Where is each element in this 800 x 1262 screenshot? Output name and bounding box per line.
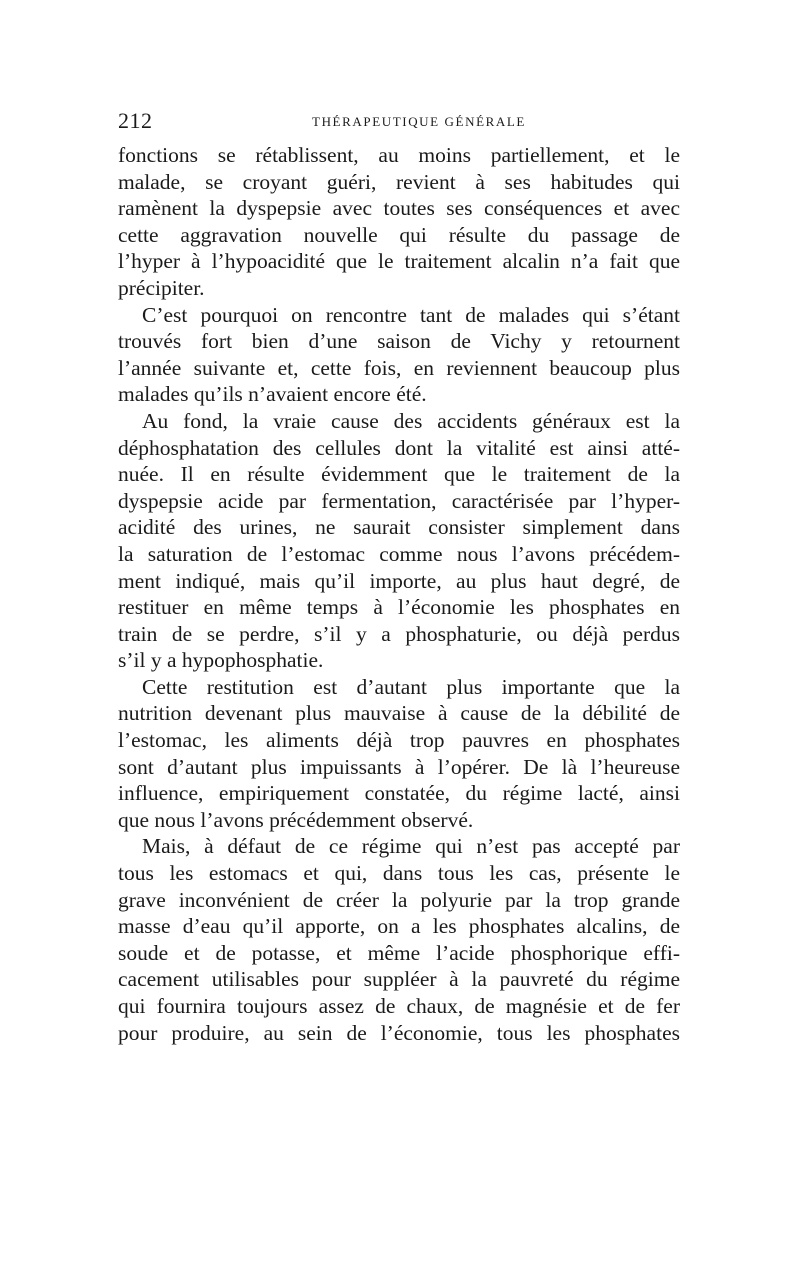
text-line: grave inconvénient de créer la polyurie par la trop grande — [118, 887, 680, 912]
text-line: nutrition devenant plus mauvaise à cause de la débilité de — [118, 701, 680, 726]
paragraph — [118, 833, 680, 1046]
text-line: pour produire, au sein de l’économie, tous les phosphates — [118, 1020, 680, 1045]
text-line: cette aggravation nouvelle qui résulte du passage de — [118, 222, 680, 247]
paragraph — [118, 674, 680, 834]
text-line: malades qu’ils n’avaient encore été. — [118, 382, 427, 407]
text-line: la saturation de l’estomac comme nous l’avons précédem- — [118, 541, 680, 566]
text-line: cacement utilisables pour suppléer à la pauvreté du régime — [118, 967, 680, 992]
text-line: ramènent la dyspepsie avec toutes ses conséquences et avec — [118, 196, 680, 221]
text-line: qui fournira toujours assez de chaux, de magnésie et de fer — [118, 994, 680, 1018]
paragraph — [118, 408, 680, 674]
text-line: que nous l’avons précédemment observé. — [118, 807, 474, 832]
text-line: fonctions se rétablissent, au moins partiellement, et le — [118, 143, 680, 167]
text-line: soude et de potasse, et même l’acide phosphorique effi- — [118, 940, 680, 965]
text-line: dyspepsie acide par fermentation, caractérisée par l’hyper- — [118, 488, 680, 513]
text-line: C’est pourquoi on rencontre tant de malades qui s’étant — [142, 302, 680, 327]
running-title: THÉRAPEUTIQUE GÉNÉRALE — [312, 114, 526, 129]
text-line: masse d’eau qu’il apporte, on a les phosphates alcalins, de — [118, 914, 680, 939]
text-line: Cette restitution est d’autant plus importante que la — [142, 674, 680, 699]
page-number: 212 — [118, 108, 153, 133]
text-line: Au fond, la vraie cause des accidents généraux est la — [142, 408, 680, 433]
text-line: malade, se croyant guéri, revient à ses habitudes qui — [118, 169, 680, 194]
text-line: sont d’autant plus impuissants à l’opérer. De là l’heureuse — [118, 754, 680, 779]
book-page — [118, 108, 680, 1046]
paragraph — [118, 142, 680, 302]
body-text — [118, 142, 680, 1046]
text-line: train de se perdre, s’il y a phosphaturie, ou déjà perdus — [118, 621, 680, 646]
text-line: l’année suivante et, cette fois, en reviennent beaucoup plus — [118, 355, 680, 380]
text-line: trouvés fort bien d’une saison de Vichy y retournent — [118, 329, 680, 354]
text-line: nuée. Il en résulte évidemment que le traitement de la — [118, 462, 680, 487]
text-line: acidité des urines, ne saurait consister simplement dans — [118, 515, 680, 540]
text-line: restituer en même temps à l’économie les phosphates en — [118, 595, 680, 620]
text-line: influence, empiriquement constatée, du régime lacté, ainsi — [118, 781, 680, 806]
text-line: ment indiqué, mais qu’il importe, au plus haut degré, de — [118, 568, 680, 593]
text-line: Mais, à défaut de ce régime qui n’est pas accepté par — [142, 834, 680, 859]
paragraph — [118, 302, 680, 408]
text-line: s’il y a hypophosphatie. — [118, 648, 324, 673]
text-line: déphosphatation des cellules dont la vitalité est ainsi atté- — [118, 435, 680, 460]
running-head — [118, 108, 680, 142]
text-line: tous les estomacs et qui, dans tous les cas, présente le — [118, 861, 680, 886]
text-line: l’hyper à l’hypoacidité que le traitement alcalin n’a fait que — [118, 249, 680, 274]
text-line: précipiter. — [118, 275, 205, 300]
text-line: l’estomac, les aliments déjà trop pauvres en phosphates — [118, 728, 680, 753]
